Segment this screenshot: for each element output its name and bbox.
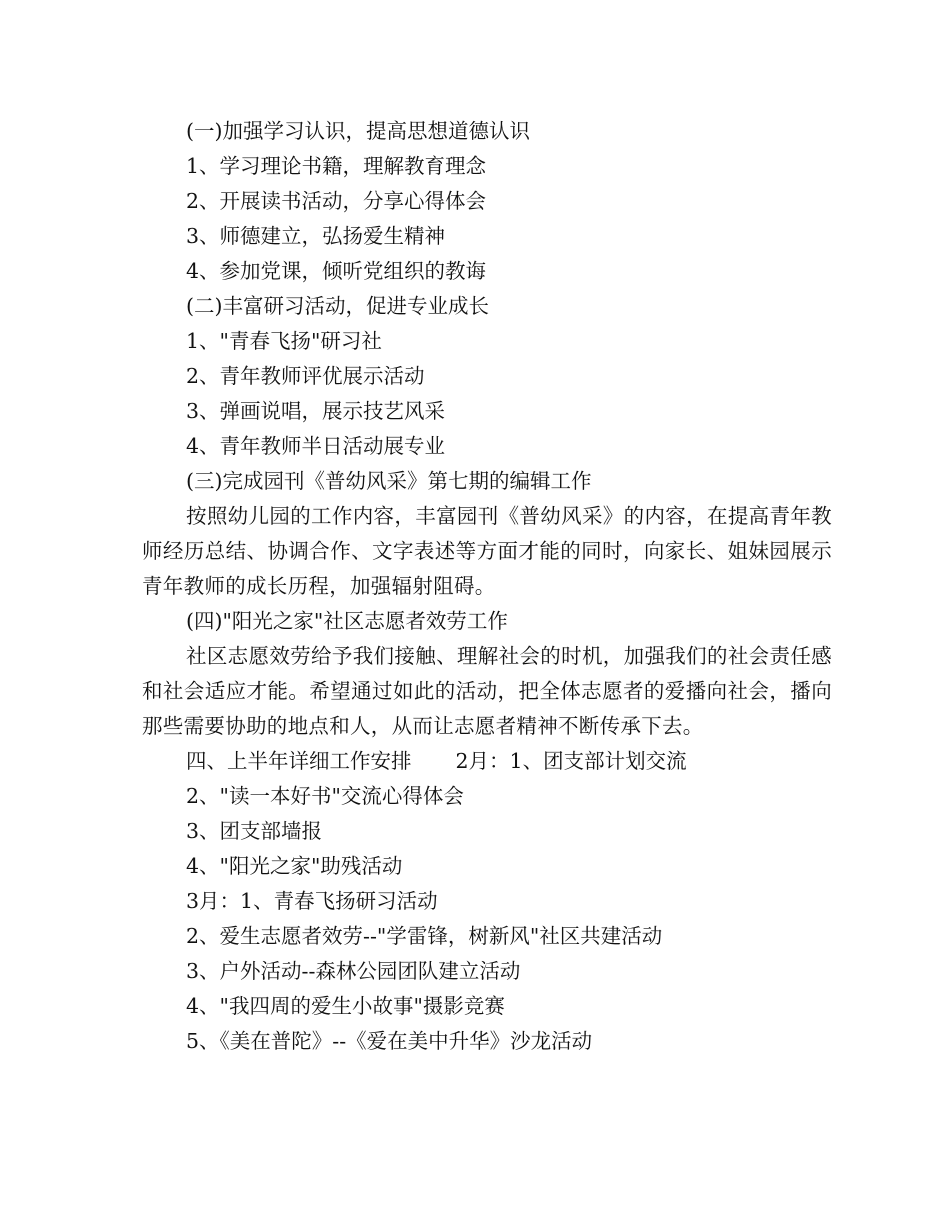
- list-item: 2月：1、团支部计划交流: [455, 749, 687, 773]
- document-body: [142, 114, 832, 1059]
- list-item: 4、"阳光之家"助残活动: [186, 854, 403, 878]
- list-item: 2、青年教师评优展示活动: [186, 364, 425, 388]
- list-item: 5、《美在普陀》--《爱在美中升华》沙龙活动: [186, 1029, 593, 1053]
- body-paragraph: 按照幼儿园的工作内容，丰富园刊《普幼风采》的内容，在提高青年教师经历总结、协调合作、文字表述等方面才能的同时，向家长、姐妹园展示青年教师的成长历程，加强辐射阻碍。: [142, 504, 832, 598]
- list-item: 2、开展读书活动，分享心得体会: [186, 189, 487, 213]
- list-item: 3、团支部墙报: [186, 819, 323, 843]
- list-item: 3、弹画说唱，展示技艺风采: [186, 399, 446, 423]
- section-heading: (一)加强学习认识，提高思想道德认识: [186, 119, 530, 143]
- list-item: 4、"我四周的爱生小故事"摄影竞赛: [186, 994, 505, 1018]
- list-item: 1、学习理论书籍，理解教育理念: [186, 154, 487, 178]
- schedule-heading: 四、上半年详细工作安排: [186, 749, 412, 773]
- section-heading: (二)丰富研习活动，促进专业成长: [186, 294, 489, 318]
- list-item: 2、"读一本好书"交流心得体会: [186, 784, 464, 808]
- list-item: 1、"青春飞扬"研习社: [186, 329, 382, 353]
- list-item: 4、参加党课，倾听党组织的教诲: [186, 259, 487, 283]
- body-paragraph: 社区志愿效劳给予我们接触、理解社会的时机，加强我们的社会责任感和社会适应才能。希望通过如此的活动，把全体志愿者的爱播向社会，播向那些需要协助的地点和人，从而让志愿者精神不断传承下去。: [142, 644, 832, 738]
- list-item: 3、师德建立，弘扬爱生精神: [186, 224, 446, 248]
- list-item: 3月：1、青春飞扬研习活动: [186, 889, 438, 913]
- section-heading: (四)"阳光之家"社区志愿者效劳工作: [186, 609, 508, 633]
- list-item: 4、青年教师半日活动展专业: [186, 434, 446, 458]
- section-heading: (三)完成园刊《普幼风采》第七期的编辑工作: [186, 469, 592, 493]
- list-item: 3、户外活动--森林公园团队建立活动: [186, 959, 521, 983]
- schedule-line: [142, 744, 832, 779]
- list-item: 2、爱生志愿者效劳--"学雷锋，树新风"社区共建活动: [186, 924, 663, 948]
